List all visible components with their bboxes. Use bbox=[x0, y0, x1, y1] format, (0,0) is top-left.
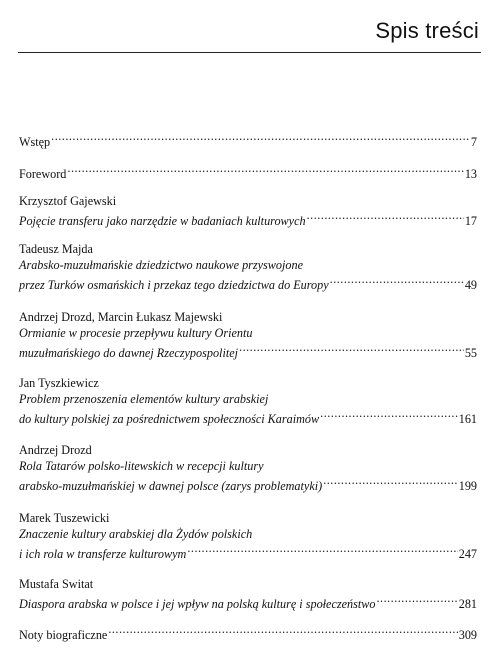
toc-entry[interactable] bbox=[19, 442, 477, 494]
toc-author: Andrzej Drozd, Marcin Łukasz Majewski bbox=[19, 310, 223, 324]
toc-entry[interactable] bbox=[19, 510, 477, 562]
toc-entry[interactable] bbox=[19, 162, 477, 182]
toc-title-line: i ich rola w transferze kulturowym bbox=[19, 547, 187, 561]
toc-entry[interactable] bbox=[19, 309, 477, 361]
toc-entry[interactable] bbox=[19, 576, 477, 612]
dot-leader bbox=[67, 162, 463, 178]
dot-leader bbox=[330, 273, 464, 289]
toc-title-line: Rola Tatarów polsko-litewskich w recepcji kultury bbox=[19, 459, 264, 473]
toc-title-line: muzułmańskiego do dawnej Rzeczypospolitej bbox=[19, 346, 239, 360]
page-number: 17 bbox=[464, 214, 477, 228]
dot-leader bbox=[307, 209, 464, 225]
page-title: Spis treści bbox=[375, 18, 479, 43]
dot-leader bbox=[187, 542, 457, 558]
dot-leader bbox=[51, 130, 470, 146]
toc-title-line: Arabsko-muzułmańskie dziedzictwo naukowe przyswojone bbox=[19, 258, 304, 272]
page-number: 7 bbox=[470, 135, 477, 149]
toc-entry[interactable] bbox=[19, 375, 477, 427]
toc-entry[interactable] bbox=[19, 130, 477, 150]
toc-author: Mustafa Switat bbox=[19, 577, 94, 591]
page-number: 199 bbox=[458, 479, 477, 493]
toc-author: Tadeusz Majda bbox=[19, 242, 93, 256]
toc-author: Marek Tuszewicki bbox=[19, 511, 110, 525]
toc-entry[interactable] bbox=[19, 623, 477, 643]
toc-title-line: Pojęcie transferu jako narzędzie w badaniach kulturowych bbox=[19, 214, 306, 228]
dot-leader bbox=[239, 341, 464, 357]
toc-entry[interactable] bbox=[19, 193, 477, 229]
dot-leader bbox=[320, 407, 458, 423]
toc-author: Andrzej Drozd bbox=[19, 443, 92, 457]
toc-author: Krzysztof Gajewski bbox=[19, 194, 117, 208]
toc-title-line: Znaczenie kultury arabskiej dla Żydów polskich bbox=[19, 527, 253, 541]
toc-title-line: przez Turków osmańskich i przekaz tego dziedzictwa do Europy bbox=[19, 278, 329, 292]
dot-leader bbox=[376, 592, 457, 608]
page-number: 55 bbox=[464, 346, 477, 360]
page-number: 247 bbox=[458, 547, 477, 561]
page-number: 281 bbox=[458, 597, 477, 611]
page-header bbox=[18, 0, 481, 53]
page-number: 309 bbox=[458, 628, 477, 642]
dot-leader bbox=[323, 474, 458, 490]
toc-entry[interactable] bbox=[19, 241, 477, 293]
toc-title-line: Ormianie w procesie przepływu kultury Orientu bbox=[19, 326, 253, 340]
toc-title-line: Wstęp bbox=[19, 135, 51, 149]
toc-title-line: do kultury polskiej za pośrednictwem społeczności Karaimów bbox=[19, 412, 320, 426]
page-number: 13 bbox=[464, 167, 477, 181]
page-number: 161 bbox=[458, 412, 477, 426]
toc-title-line: Diaspora arabska w polsce i jej wpływ na polską kulturę i społeczeństwo bbox=[19, 597, 376, 611]
toc-title-line: Foreword bbox=[19, 167, 67, 181]
toc-title-line: Problem przenoszenia elementów kultury arabskiej bbox=[19, 392, 269, 406]
page-number: 49 bbox=[464, 278, 477, 292]
toc-title-line: Noty biograficzne bbox=[19, 628, 108, 642]
toc-title-line: arabsko-muzułmańskiej w dawnej polsce (zarys problematyki) bbox=[19, 479, 323, 493]
toc-author: Jan Tyszkiewicz bbox=[19, 376, 99, 390]
dot-leader bbox=[108, 623, 457, 639]
